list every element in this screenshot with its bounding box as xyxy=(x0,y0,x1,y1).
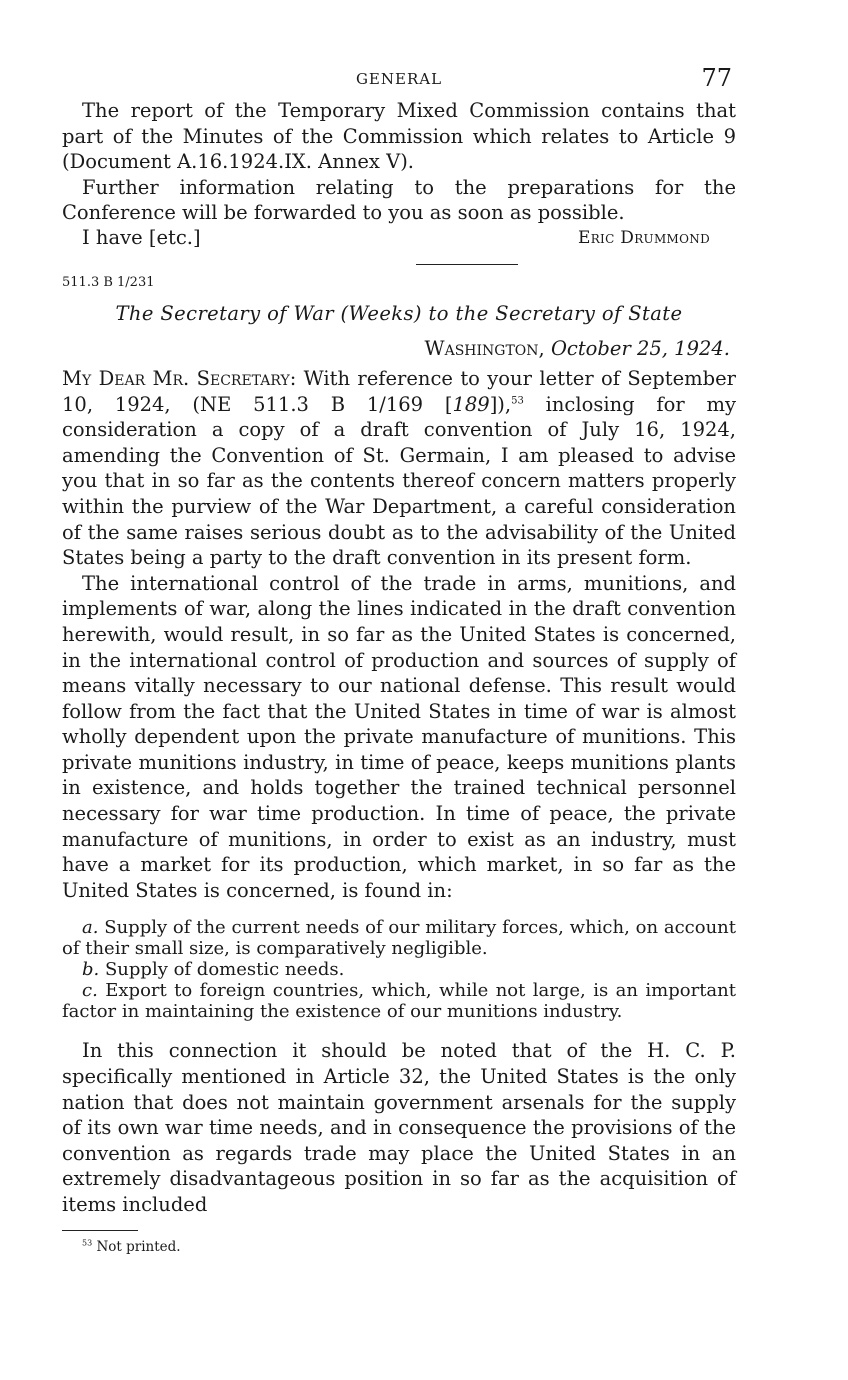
list-text: Supply of domestic needs. xyxy=(99,959,345,981)
page-number: 77 xyxy=(701,64,732,92)
body-paragraph: The international control of the trade in arms, munitions, and implements of war, along the lines indicated in the draft convention herewith, would result, in so far as the United States is concerned, in the international control of production and sources of supply of means vitally necessary to our national defense. This result would follow from the fact that the United States in time of war is almost wholly dependent upon the private manufacture of munitions. This private munitions industry, in time of peace, keeps munitions plants in existence, and holds together the trained technical personnel necessary for war time production. In time of peace, the private manufacture of munitions, in order to exist as an industry, must have a market for its production, which market, in so far as the United States is concerned, is found in: xyxy=(62,571,736,902)
section-divider xyxy=(416,264,518,265)
document-page xyxy=(62,64,736,1255)
list-text: Supply of the current needs of our military forces, which, on account of their small size, is comparatively negligible. xyxy=(62,917,736,960)
signature: Eric Drummond xyxy=(578,227,710,248)
list-label: b. xyxy=(82,959,100,981)
footnote-text: Not printed. xyxy=(96,1238,181,1255)
dateline-place: Washington, xyxy=(424,336,545,360)
body-text: inclosing for my consideration a copy of a draft convention of July 16, 1924, amending the Convention of St. Germain, I am pleased to advise you that in so far as the contents thereof concern matters properly within the purview of the War Department, a careful consideration of the same raises serious doubt as to the advisability of the United States being a party to the draft convention in its present form. xyxy=(62,392,736,570)
footnote-rule xyxy=(62,1230,138,1231)
prev-letter-paragraph: The report of the Temporary Mixed Commission contains that part of the Minutes of the Commission which relates to Article 9 (Document A.16.1924.IX. Annex V). xyxy=(62,99,736,174)
document-title: The Secretary of War (Weeks) to the Secretary of State xyxy=(115,301,683,325)
list-label: c. xyxy=(82,980,98,1002)
footnote-number: 53 xyxy=(82,1238,93,1248)
dateline xyxy=(62,337,736,360)
body-text: ]), xyxy=(489,392,512,416)
file-number: 511.3 B 1/231 xyxy=(62,274,155,290)
running-head: GENERAL xyxy=(355,70,443,88)
page-header xyxy=(62,64,736,98)
body-paragraph xyxy=(62,366,736,571)
list-item xyxy=(62,959,736,980)
body-text: With reference to your letter of September 10, 1924, (NE 511.3 B 1/169 [ xyxy=(62,366,736,416)
footnote xyxy=(62,1239,736,1255)
list-item xyxy=(62,980,736,1022)
dateline-date: October 25, 1924. xyxy=(550,336,730,360)
closing-formula: I have [etc.] xyxy=(82,225,201,249)
list-text: Export to foreign countries, which, while not large, is an important factor in maintaining the existence of our munitions industry. xyxy=(62,980,736,1023)
list-item xyxy=(62,917,736,959)
prev-letter-paragraph: Further information relating to the preparations for the Conference will be forwarded to you as soon as possible. xyxy=(62,175,736,225)
list xyxy=(62,917,736,1022)
closing-line xyxy=(62,226,736,252)
document-reference: 189 xyxy=(452,392,490,416)
footnote-ref: 53 xyxy=(511,395,524,407)
list-label: a. xyxy=(82,917,99,939)
body-paragraph: In this connection it should be noted that of the H. C. P. specifically mentioned in Article 32, the United States is the only nation that does not maintain government arsenals for the supply of its own war time needs, and in consequence the provisions of the convention as regards trade may place the United States in an extremely disadvantageous position in so far as the acquisition of items included xyxy=(62,1039,736,1216)
salutation: My Dear Mr. Secretary: xyxy=(62,366,297,390)
